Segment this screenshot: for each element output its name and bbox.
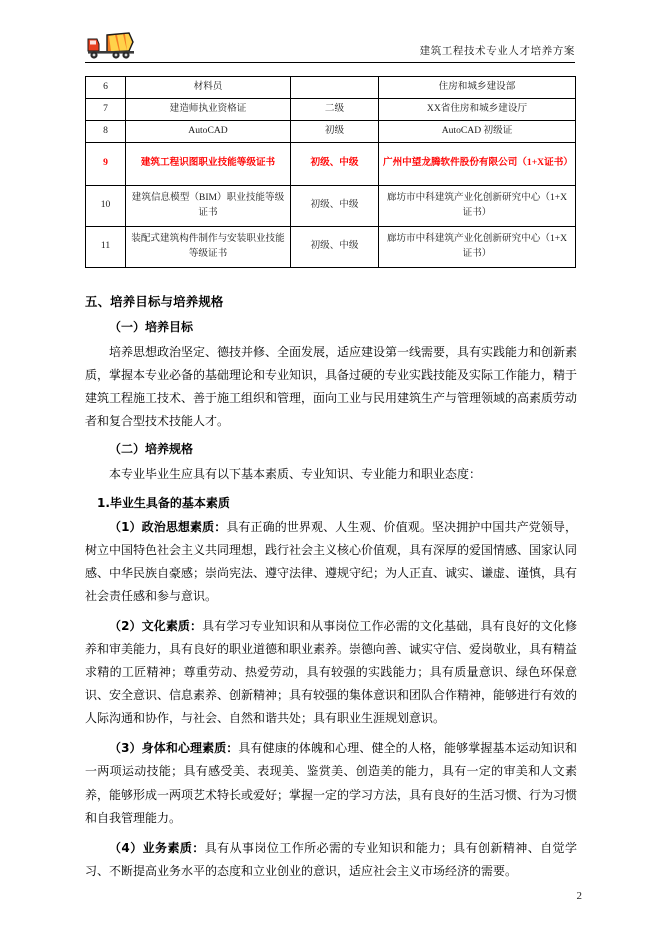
paragraph-point-4	[85, 837, 577, 883]
table-row	[86, 185, 576, 226]
cell-level: 初级、中级	[291, 142, 379, 185]
cell-no: 10	[86, 185, 126, 226]
section-heading: 五、培养目标与培养规格	[85, 294, 224, 309]
point-4-text: 具有从事岗位工作所必需的专业知识和能力；具有创新精神、自觉学习、不断提高业务水平的态度和立业创业的意识，适应社会主义市场经济的需要。	[85, 840, 577, 878]
point-1-text: 具有正确的世界观、人生观、价值观。坚决拥护中国共产党领导，树立中国特色社会主义共同理想，践行社会主义核心价值观，具有深厚的爱国情感、国家认同感、中华民族自豪感；崇尚宪法、遵守法律、遵规守纪；为人正直、诚实、谦虚、谨慎，具有社会责任感和参与意识。	[85, 520, 578, 604]
cell-org: 廊坊市中科建筑产业化创新研究中心（1+X证书）	[379, 185, 576, 226]
paragraph-training-spec: 本专业毕业生应具有以下基本素质、专业知识、专业能力和职业态度：	[109, 467, 482, 482]
cell-org: 广州中望龙腾软件股份有限公司（1+X证书）	[379, 142, 576, 185]
cell-name: 装配式建筑构件制作与安装职业技能等级证书	[126, 226, 291, 267]
table-row	[86, 77, 576, 99]
header-title: 建筑工程技术专业人才培养方案	[419, 45, 575, 57]
cement-mixer-truck-icon	[85, 30, 141, 60]
table-row	[86, 226, 576, 267]
point-3-text: 具有健康的体魄和心理、健全的人格，能够掌握基本运动知识和一两项运动技能；具有感受美、表现美、鉴赏美、创造美的能力，具有一定的审美和人文素养，能够形成一两项艺术特长或爱好；掌握一定的学习方法，具有良好的生活习惯、行为习惯和自我管理能力。	[85, 741, 578, 825]
cell-name: 建筑信息模型（BIM）职业技能等级证书	[126, 185, 291, 226]
cell-name: 建筑工程识图职业技能等级证书	[126, 142, 291, 185]
point-4-lead: （4）业务素质：	[109, 840, 205, 855]
item-heading-basic-qualities: 1.毕业生具备的基本素质	[97, 496, 230, 511]
point-3-lead: （3）身体和心理素质：	[109, 741, 239, 756]
cell-name: 材料员	[126, 77, 291, 99]
paragraph-point-1	[85, 516, 577, 608]
cell-no: 8	[86, 120, 126, 142]
cell-level: 二级	[291, 98, 379, 120]
paragraph-point-3	[85, 737, 577, 829]
cell-org: AutoCAD 初级证	[379, 120, 576, 142]
subsection-heading-training-objective: （一）培养目标	[109, 320, 194, 334]
table-row-highlighted	[86, 142, 576, 185]
cell-no: 9	[86, 142, 126, 185]
document-body	[85, 292, 577, 890]
cell-level	[291, 77, 379, 99]
cell-level: 初级、中级	[291, 226, 379, 267]
point-1-lead: （1）政治思想素质：	[109, 520, 227, 535]
table-row	[86, 98, 576, 120]
point-2-lead: （2）文化素质：	[109, 619, 203, 634]
table-row	[86, 120, 576, 142]
page-number: 2	[576, 890, 582, 902]
cell-name: AutoCAD	[126, 120, 291, 142]
cell-org: 廊坊市中科建筑产业化创新研究中心（1+X证书）	[379, 226, 576, 267]
point-2-text: 具有学习专业知识和从事岗位工作必需的文化基础，具有良好的文化修养和审美能力，具有良好的职业道德和职业素养。崇德向善、诚实守信、爱岗敬业，具有精益求精的工匠精神；尊重劳动、热爱劳动，具有较强的实践能力；具有质量意识、绿色环保意识、安全意识、信息素养、创新精神；具有较强的集体意识和团队合作精神，能够进行有效的人际沟通和协作，与社会、自然和谐共处；具有职业生涯规划意识。	[85, 619, 578, 726]
subsection-heading-training-spec: （二）培养规格	[109, 442, 194, 457]
page-header	[85, 18, 575, 63]
cell-name: 建造师执业资格证	[126, 98, 291, 120]
paragraph-training-objective: 培养思想政治坚定、德技并修、全面发展，适应建设第一线需要，具有实践能力和创新素质，掌握本专业必备的基础理论和专业知识，具备过硬的专业实践技能及实际工作能力，精于建筑工程施工技术、善于施工组织和管理，面向工业与民用建筑生产与管理领域的高素质劳动者和复合型技术技能人才。	[85, 345, 578, 429]
cell-no: 11	[86, 226, 126, 267]
paragraph-point-2	[85, 615, 577, 730]
certificate-table	[85, 76, 576, 268]
cell-org: XX省住房和城乡建设厅	[379, 98, 576, 120]
cell-level: 初级	[291, 120, 379, 142]
cell-org: 住房和城乡建设部	[379, 77, 576, 99]
cell-no: 6	[86, 77, 126, 99]
cell-level: 初级、中级	[291, 185, 379, 226]
cell-no: 7	[86, 98, 126, 120]
